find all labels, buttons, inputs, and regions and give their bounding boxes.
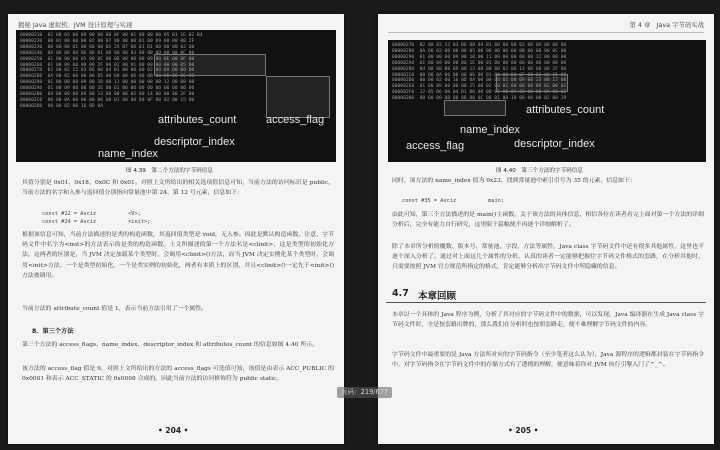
access-flag-label: access_flag xyxy=(266,114,325,126)
hex-rows xyxy=(392,43,566,102)
hex-row: 000002D0 00 00 02 00 16 0D 0A xyxy=(20,103,103,109)
hex-row: 00000210 02 00 03 00 09 00 00 00 0F 00 01 00 00 00 05 01 1E 82 B4 xyxy=(20,33,203,38)
hex-row: 000002A0 01 00 09 00 00 00 1E 00 01 00 00 00 00 00 06 00 00 00 xyxy=(392,60,567,66)
name-index-label: name_index xyxy=(460,124,520,136)
paragraph: 第三个方法的 access_flags、name_index、descriptor_index 和 attributes_count 的信息如图 4.40 所示。 xyxy=(22,342,319,348)
chapter-label: 第 4 章 xyxy=(629,21,651,29)
paragraph: 当前方法的 attribute_count 值是 1，表示当前方法引用了一个属性。 xyxy=(22,306,208,312)
section-heading xyxy=(378,286,714,302)
hex-row: 00000230 00 00 00 01 00 00 00 05 2A B7 00 01 B1 00 00 00 02 00 xyxy=(20,44,195,50)
name-index-label: name_index xyxy=(98,148,158,160)
book-title: 揭秘 Java 虚拟机：JVM 设计原理与实现 xyxy=(18,21,133,29)
code-line: const #12 = Asciz <V>; xyxy=(42,211,141,217)
hex-row: 000002B0 04 00 00 00 09 00 13 00 00 00 02 00 14 00 00 00 2F 00 xyxy=(20,92,195,98)
section-title: 本章回顾 xyxy=(418,291,457,302)
hex-dump-figure xyxy=(388,40,706,162)
hex-row: 000002A0 01 00 09 00 00 00 1E 00 01 00 00 00 00 00 06 00 00 00 xyxy=(20,86,195,92)
paragraph: 除了本章所分析的魔数、版本号、常量池、字段、方法等属性，Java class 字节码文件中还有很多其他属性，这里也不逐个深入分析了。通过对上面这几个属性的分析，认真的读者一定能够把握住字节码文件格式的套路，在分析其他时，只需要按照 JVM 官方规范所指定的格式，肯定能够分析出字节码文件中所隐藏的信息。 xyxy=(392,244,704,271)
access-flag-label: access_flag xyxy=(406,140,465,152)
hex-row: 000002F0 12 05 B6 00 04 B1 00 00 00 01 00 0A 00 00 00 0A 00 02 xyxy=(392,90,567,96)
left-book-page xyxy=(8,14,344,444)
code-line: const #35 = Asciz main; xyxy=(402,198,505,204)
paragraph: 由此可知，第三个方法描述的是 main()主函数。关于该方法的具体信息，相信各位在读者看完上面对第一个方法的详细分析后，完全有能力自行研究，这里限于篇幅便不再逐个详细解析了。 xyxy=(392,212,704,229)
hex-row: 000002E0 01 00 09 00 00 00 25 00 02 00 01 00 00 00 09 B2 00 02 xyxy=(392,84,567,90)
descriptor-index-label: descriptor_index xyxy=(514,138,595,150)
highlight-box xyxy=(266,76,330,118)
hex-row: 00000250 01 00 00 00 05 00 0C 00 0D 00 00 00 09 00 0E 00 0F 00 xyxy=(20,56,195,62)
paragraph: 根据该信息可知，当前方法描述的是类的构造函数，其返回值类型是 void，无入参。因此是默认构造函数。注意，字节码文件中名字为<init>的方法表示的是类的构造函数。上文所描述的第一个方法名是<clinit>，这是类型的初始化方法。这两者的区别是，当 JVM 决定加载某个类型时，会调用<clinit>()方法，而当 JVM 决定实例化某个类型时，会调用<init>方法。一个是类型初始化，一个是类实例的初始化，两者有本质上的区别，并且<clinit>()一定先于<init>()方法被调用。 xyxy=(22,232,334,279)
paragraph: 该方法的 access_flag 值是 9，对照上文所给出的方法的 access_flags 可选值可知，该值是由表示 ACC_PUBLIC 的 0x0001 和表示 ACC_STATIC 的 0x0008 合成的。因此当前方法的访问修饰符为 public static。 xyxy=(22,366,334,383)
highlight-box xyxy=(444,100,506,116)
hex-row: 000002C0 00 00 0A 00 00 00 06 00 01 00 00 00 0F 00 02 00 15 00 xyxy=(392,72,567,78)
paragraph: 本章以一个具体的 Java 程序为例，分析了其对应的字节码文件中的数据，可以发现，Java 编译器在生成 Java class 字节码文件时，全是按套路出牌的，那么我们在分析时也按照套路走，便不难理解字节码文件的内容。 xyxy=(392,312,704,329)
hex-row: 00000300 00 00 00 0B 00 08 00 0C 00 01 00 18 00 00 00 02 00 19 xyxy=(392,96,567,102)
hex-row: 00000270 B2 00 02 12 03 B6 00 04 B1 00 00 00 02 00 0A 00 00 00 xyxy=(392,43,567,48)
figure-caption: 图 4.39 第二个方法的字节码信息 xyxy=(126,168,213,174)
hex-row: 000002B0 04 00 00 00 09 00 13 00 00 00 02 00 14 00 00 00 2F 00 xyxy=(392,66,567,72)
descriptor-index-label: descriptor_index xyxy=(154,136,235,148)
highlight-box xyxy=(496,74,568,92)
chapter-title: Java 字节码实战 xyxy=(656,21,704,29)
hex-dump-figure xyxy=(16,30,336,162)
code-line: const #24 = Asciz <init>; xyxy=(42,219,151,225)
hex-row: 00000280 0A 00 02 00 00 00 05 00 08 00 06 00 0B 00 00 00 0C 00 xyxy=(20,74,195,80)
hex-row: 00000220 00 01 00 00 00 02 00 07 00 08 00 01 00 09 00 00 00 2F xyxy=(20,38,195,44)
attributes-count-label: attributes_count xyxy=(158,114,237,126)
hex-row: 00000280 0A 00 02 00 00 00 05 00 08 00 06 00 0B 00 00 00 0C 00 xyxy=(392,48,567,54)
page-counter-badge: 页码：219/677 xyxy=(337,387,392,398)
section-number: 4.7 xyxy=(392,288,409,299)
figure-caption: 图 4.40 第三个方法的字节码信息 xyxy=(496,168,583,174)
hex-row: 00000290 01 00 00 00 09 00 10 00 11 00 00 00 08 00 12 00 08 00 xyxy=(392,54,567,60)
hex-row: 00000270 B2 00 02 12 03 B6 00 04 B1 00 00 00 02 00 0A 00 00 00 xyxy=(20,68,195,74)
right-book-page xyxy=(378,14,714,444)
highlight-box xyxy=(154,54,266,76)
section-rule xyxy=(386,302,706,303)
running-header xyxy=(388,20,704,33)
paragraph: 同时，该方法的 name_index 值为 0x23，找到常量池中索引引号为 35 的元素，信息如下： xyxy=(392,178,636,184)
attributes-count-label: attributes_count xyxy=(526,104,605,116)
paragraph: 字节码文件中最重要的是 Java 方法所对应的字节码指令（至少笔者这么认为），Java 源程序的逻辑都封装在字节码指令中，对字节码指令在字节码文件中的存储方式有了透彻的理解，便意味着你对 JVM 执行引擎入门了^_^。 xyxy=(392,352,704,369)
hex-row: 00000290 01 00 00 00 09 00 10 00 11 00 00 00 08 00 12 00 08 00 xyxy=(20,80,195,86)
page-number: • 204 • xyxy=(158,426,189,435)
hex-row: 00000240 0A 00 00 00 06 00 01 00 00 00 03 00 0B 00 00 00 0C 00 xyxy=(20,50,195,56)
hex-row: 000002D0 00 00 02 00 16 0D 0A 00 00 00 01 00 09 00 23 00 17 00 xyxy=(392,78,567,84)
hex-row: 000002C0 00 00 0A 00 00 00 06 00 01 00 00 00 0F 00 02 00 15 00 xyxy=(20,97,195,103)
hex-row: 00000260 01 00 09 00 00 00 2F 00 02 00 01 00 00 00 00 00 05 00 xyxy=(20,62,195,68)
subheading: 8．第三个方法 xyxy=(32,328,74,335)
paragraph: 其值分别是 0x01、0x18、0x0C 和 0x01。对照上文所给出的相关选项值信息可知，当前方法的访问标识是 public，当前方法的名字和入参与返回值分别指向常量池中第 24、第 12 号元素，信息如下： xyxy=(22,180,334,197)
page-number: • 205 • xyxy=(508,426,539,435)
